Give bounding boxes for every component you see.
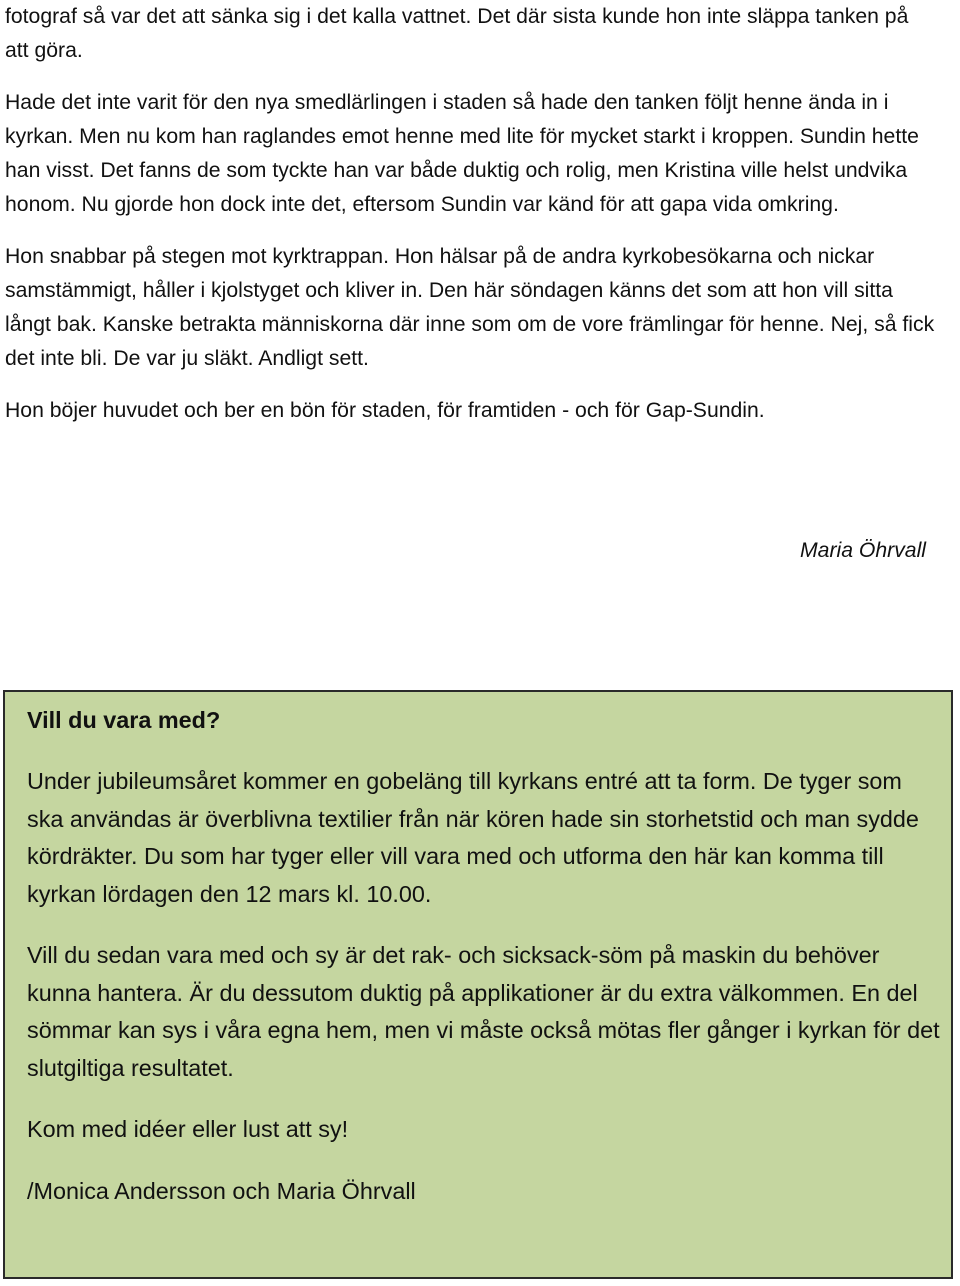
article-paragraph: fotograf så var det att sänka sig i det kalla vattnet. Det där sista kunde hon inte släppa tanken på att göra. xyxy=(5,5,909,62)
article-paragraph: Hon böjer huvudet och ber en bön för staden, för framtiden - och för Gap-Sundin. xyxy=(5,399,765,422)
info-box-signature: /Monica Andersson och Maria Öhrvall xyxy=(27,1177,416,1204)
article-paragraph: Hon snabbar på stegen mot kyrktrappan. Hon hälsar på de andra kyrkobesökarna och nickar samstämmigt, håller i kjolstyget och kliver in. Den här söndagen känns det som att hon vill sitta långt bak. Kanske betrakta människorna där inne som om de vore främlingar för henne. Nej, så fick det inte bli. De var ju släkt. Andligt sett. xyxy=(5,245,935,370)
info-box xyxy=(3,690,953,1279)
info-box-heading: Vill du vara med? xyxy=(27,707,221,733)
info-box-paragraph: Vill du sedan vara med och sy är det rak- och sicksack-söm på maskin du behöver kunna hantera. Är du dessutom duktig på applikationer är du extra välkommen. En del sömmar kan sys i våra egna hem, men vi måste också mötas fler gånger i kyrkan för det slutgiltiga resultatet. xyxy=(27,942,940,1081)
info-box-content xyxy=(27,702,942,1210)
article-paragraph: Hade det inte varit för den nya smedlärlingen i staden så hade den tanken följt henne ända in i kyrkan. Men nu kom han raglandes emot henne med lite för mycket starkt i kroppen. Sundin hette han visst. Det fanns de som tyckte han var både duktig och rolig, men Kristina ville helst undvika honom. Nu gjorde hon dock inte det, eftersom Sundin var känd för att gapa vida omkring. xyxy=(5,91,919,216)
article-body xyxy=(5,0,935,428)
info-box-paragraph: Under jubileumsåret kommer en gobeläng till kyrkans entré att ta form. De tyger som ska användas är överblivna textilier från när kören hade sin storhetstid och man sydde kördräkter. Du som har tyger eller vill vara med och utforma den här kan komma till kyrkan lördagen den 12 mars kl. 10.00. xyxy=(27,768,919,907)
article-signature: Maria Öhrvall xyxy=(800,539,926,562)
info-box-paragraph: Kom med idéer eller lust att sy! xyxy=(27,1116,349,1142)
